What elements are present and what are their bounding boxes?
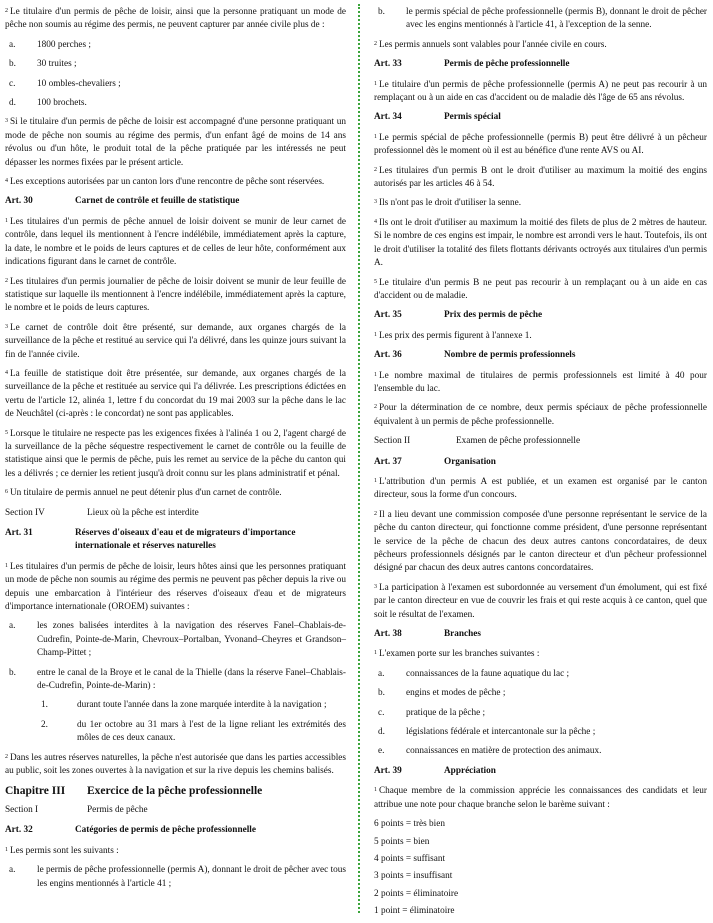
list-item: b. engins et modes de pêche ;	[378, 688, 506, 699]
article-heading: Art. 36 Nombre de permis professionnels	[374, 350, 576, 361]
article-heading: Art. 30 Carnet de contrôle et feuille de statistique	[5, 196, 240, 207]
list-item: a. connaissances de la faune aquatique du lac ;	[378, 668, 570, 679]
paragraph: $^2$ Le titulaire d'un permis de pêche de loisir, ainsi que la personne pratiquant un mode de pêche non soumis au régime des permis, ne peuvent capturer par année civile plus de :	[5, 7, 346, 31]
grade-line: 4 points = suffisant	[374, 853, 446, 864]
paragraph: $^1$ L'attribution d'un permis A est publiée, et un examen est organisé par le canton directeur, sous la forme d'un concours.	[374, 476, 707, 501]
list-item: b. entre le canal de la Broye et le canal de la Thielle (dans la réserve Fanel–Chablais-de-Cudrefin, Pointe-de-Marin) :	[9, 667, 346, 692]
grade-line: 3 points = insuffisant	[374, 871, 453, 882]
paragraph: $^3$ Le carnet de contrôle doit être présenté, sur demande, aux organes chargés de la surveillance de la pêche et restitué au service qui l'a délivré, dans les quinze jours suivant la fin de l'année civile.	[5, 322, 346, 360]
section-heading: Section IV Lieux où la pêche est interdite	[5, 507, 199, 518]
column-divider	[358, 4, 360, 913]
right-column	[374, 6, 707, 923]
list-item: a. 1800 perches ;	[9, 39, 91, 50]
paragraph: $^4$ Ils ont le droit d'utiliser au maximum la moitié des filets de plus de 2 mètres de hauteur. Si le nombre de ces engins est impair, le nombre est arrondi vers le haut. Toutefois, ils ont le droit d'utiliser la totalité des filets flottants dérivants octroyés aux titulaires d'un permis A.	[374, 217, 707, 269]
paragraph: $^3$ La participation à l'examen est subordonnée au versement d'un émolument, qui est fixé par le canton directeur en vue de couvrir les frais et qui reste acquis à ce canton, quel que soit le résultat de l'examen.	[374, 582, 707, 620]
article-heading: Art. 37 Organisation	[374, 456, 496, 467]
paragraph: $^1$ Les titulaires d'un permis de pêche de loisir, leurs hôtes ainsi que les personnes pratiquant un mode de pêche non soumis au régime des permis ne peuvent pas pêcher depuis la rive ou depuis une embarcation à l'intérieur des réserves d'oiseaux d'eau et de migrateurs d'importance internationale (OROEM) suivantes :	[5, 561, 346, 613]
paragraph: $^1$ Chaque membre de la commission apprécie les connaissances des candidats et leur attribue une note pour chaque branche selon le barème suivant :	[374, 786, 707, 810]
list-item: c. pratique de la pêche ;	[378, 707, 486, 718]
list-item: b. le permis spécial de pêche professionnelle (permis B), donnant le droit de pêcher avec les engins mentionnés à l'article 41, à l'exception de la senne.	[378, 7, 707, 31]
list-item: d. 100 brochets.	[9, 98, 87, 109]
paragraph: $^1$ Les permis sont les suivants :	[5, 845, 119, 856]
paragraph: $^4$ Les exceptions autorisées par un canton lors d'une rencontre de pêche sont réservées.	[5, 177, 325, 188]
paragraph: $^2$ Dans les autres réserves naturelles, la pêche n'est autorisée que dans les parties accessibles au public, soit les zones ouvertes à la navigation et sur la rive depuis les chemins balisés.	[5, 752, 346, 777]
paragraph: $^2$ Pour la détermination de ce nombre, deux permis spéciaux de pêche professionnelle équivalent à un permis de pêche professionnelle.	[374, 403, 707, 427]
article-heading: Art. 33 Permis de pêche professionnelle	[374, 59, 570, 70]
list-item: a. les zones balisées interdites à la navigation des réserves Fanel–Chablais-de-Cudrefin, Pointe-de-Marin, Chevroux–Portalban, Yvonand–Cheyres et Grandson–Champ-Pittet ;	[9, 621, 346, 659]
paragraph: $^5$ Lorsque le titulaire ne respecte pas les exigences fixées à l'alinéa 1 ou 2, l'agent chargé de la surveillance de la pêche séquestre respectivement le carnet de contrôle ou la feuille de statistique ainsi que le permis de pêche, puis les remet au service de la pêche du canton qui les a délivrés ; ce dernier les retient jusqu'à droit connu sur les plans administratif et pénal.	[5, 428, 346, 479]
paragraph: $^1$ L'examen porte sur les branches suivantes :	[374, 649, 540, 660]
list-item: a. le permis de pêche professionnelle (permis A), donnant le droit de pêcher avec tous les engins mentionnés à l'article 41 ;	[9, 865, 346, 889]
article-heading: Art. 39 Appréciation	[374, 765, 496, 776]
article-heading: Art. 32 Catégories de permis de pêche professionnelle	[5, 825, 256, 836]
list-item: e. connaissances en matière de protection des animaux.	[378, 746, 602, 757]
paragraph: $^2$ Les titulaires d'un permis journalier de pêche de loisir doivent se munir de leur feuille de statistique sur laquelle ils mentionnent à l'encre indélébile, immédiatement après la capture, le nombre et le poids de leurs captures.	[5, 276, 346, 314]
article-heading: Art. 34 Permis spécial	[374, 112, 501, 123]
paragraph: $^2$ Il a lieu devant une commission composée d'une personne représentant le service de la pêche du canton directeur, qui fonctionne comme président, d'une personne représentant le service de la pêche de chacun des deux autres cantons concordataires, de deux pêcheurs professionnels désignés par le canton directeur et d'un pêcheur professionnel désigné par chacun des deux autres cantons concordataires.	[374, 509, 707, 574]
sub-list-item: 2. du 1er octobre au 31 mars à l'est de la ligne reliant les extrémités des môles de ces deux canaux.	[41, 719, 346, 744]
chapter-heading: Chapitre III Exercice de la pêche professionnelle	[5, 784, 263, 797]
paragraph: $^1$ Le nombre maximal de titulaires de permis professionnels est limité à 40 pour l'ensemble du lac.	[374, 370, 707, 394]
section-heading: Section I Permis de pêche	[5, 804, 148, 815]
section-heading: Section II Examen de pêche professionnelle	[374, 436, 581, 447]
paragraph: $^1$ Les titulaires d'un permis de pêche annuel de loisir doivent se munir de leur carnet de contrôle, dans lequel ils mentionnent à l'encre indélébile, immédiatement après la capture, la date, le nombre et le poids de leurs captures et de celles de leur hôte, conformément aux indications figurant dans le carnet de contrôle.	[5, 216, 346, 268]
grade-line: 1 point = éliminatoire	[374, 906, 455, 917]
paragraph: $^1$ Le titulaire d'un permis de pêche professionnelle (permis A) ne peut pas recourir à un remplaçant ou à un aide en cas d'accident ou de maladie dès l'âge de 65 ans révolus.	[374, 79, 707, 104]
grade-line: 5 points = bien	[374, 836, 430, 847]
list-item: c. 10 ombles-chevaliers ;	[9, 78, 121, 89]
article-heading: Art. 35 Prix des permis de pêche	[374, 310, 543, 321]
paragraph: $^6$ Un titulaire de permis annuel ne peut détenir plus d'un carnet de contrôle.	[5, 488, 282, 499]
sub-list-item: 1. durant toute l'année dans la zone marquée interdite à la navigation ;	[41, 700, 327, 711]
paragraph: $^4$ La feuille de statistique doit être présentée, sur demande, aux organes chargés de la surveillance de la pêche et restituée au service qui l'a délivrée. Les prescriptions édictées en vertu de l'article 12, alinéa 1, lettre f du concordat du 19 mai 2003 sur la pêche dans le lac de Neuchâtel (ci-après : le concordat) ne sont pas applicables.	[5, 368, 346, 420]
paragraph: $^2$ Les permis annuels sont valables pour l'année civile en cours.	[374, 39, 607, 50]
paragraph: $^5$ Le titulaire d'un permis B ne peut pas recourir à un remplaçant ou à un aide en cas d'accident ou de maladie.	[374, 277, 707, 301]
left-column	[5, 6, 346, 897]
paragraph: $^1$ Les prix des permis figurent à l'annexe 1.	[374, 330, 532, 341]
article-heading: Art. 31 Réserves d'oiseaux d'eau et de migrateurs d'importance internationale et réserves naturelles	[5, 528, 296, 552]
list-item: d. législations fédérale et intercantonale sur la pêche ;	[378, 727, 596, 738]
paragraph: $^1$ Le permis spécial de pêche professionnelle (permis B) peut être délivré à un pêcheur professionnel dès le moment où il est au bénéfice d'une rente AVS ou AI.	[374, 132, 707, 157]
article-heading: Art. 38 Branches	[374, 629, 481, 640]
grade-line: 6 points = très bien	[374, 819, 445, 830]
paragraph: $^3$ Ils n'ont pas le droit d'utiliser la senne.	[374, 198, 522, 209]
grade-line: 2 points = éliminatoire	[374, 888, 459, 899]
list-item: b. 30 truites ;	[9, 59, 77, 70]
paragraph: $^2$ Les titulaires d'un permis B ont le droit d'utiliser au maximum la moitié des engins autorisés par les articles 46 à 54.	[374, 165, 707, 190]
paragraph: $^3$ Si le titulaire d'un permis de pêche de loisir est accompagné d'une personne pratiquant un mode de pêche non soumis au régime des permis, d'un enfant âgé de moins de 14 ans révolus ou d'un hôte, le produit total de la pêche pratiquée par les intéressés ne peut dépasser les normes fixées par le présent article.	[5, 117, 346, 168]
